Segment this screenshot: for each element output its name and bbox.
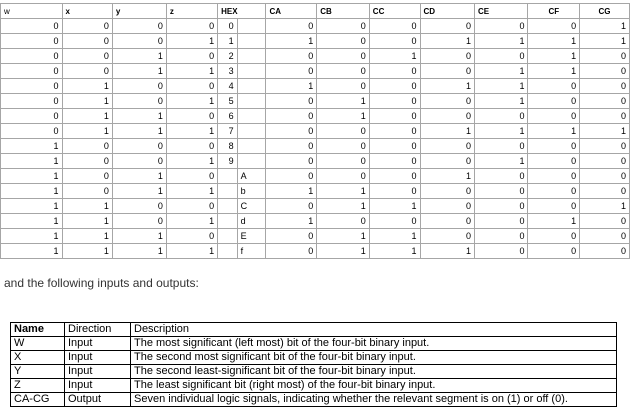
table-cell: 0 bbox=[62, 49, 112, 64]
io-cell-direction: Output bbox=[65, 393, 131, 407]
table-cell: 1 bbox=[474, 79, 528, 94]
table-cell: d bbox=[237, 214, 266, 229]
table-cell: 1 bbox=[62, 94, 112, 109]
table-cell: 1 bbox=[62, 199, 112, 214]
table-cell: 1 bbox=[317, 184, 370, 199]
table-cell: 0 bbox=[266, 64, 317, 79]
table-row bbox=[1, 139, 630, 154]
truth-table-body bbox=[1, 19, 630, 259]
table-cell: E bbox=[237, 229, 266, 244]
table-cell: 9 bbox=[218, 154, 237, 169]
table-cell: 0 bbox=[474, 169, 528, 184]
table-cell: 1 bbox=[112, 64, 166, 79]
table-cell: 0 bbox=[474, 244, 528, 259]
table-cell: 0 bbox=[1, 124, 63, 139]
table-cell: 0 bbox=[528, 184, 580, 199]
io-table-row bbox=[11, 365, 617, 379]
table-cell: 1 bbox=[1, 139, 63, 154]
table-cell: 0 bbox=[1, 49, 63, 64]
table-cell: 0 bbox=[369, 79, 420, 94]
table-cell: 1 bbox=[369, 229, 420, 244]
table-cell bbox=[218, 214, 237, 229]
table-cell: 0 bbox=[369, 214, 420, 229]
table-cell: 0 bbox=[112, 214, 166, 229]
io-table-row bbox=[11, 393, 617, 407]
table-cell: 0 bbox=[317, 79, 370, 94]
table-cell: 0 bbox=[420, 184, 474, 199]
table-cell: 1 bbox=[62, 214, 112, 229]
header-x: x bbox=[62, 4, 112, 19]
table-cell: 0 bbox=[317, 124, 370, 139]
io-table bbox=[10, 322, 617, 407]
table-cell: 0 bbox=[62, 34, 112, 49]
table-cell: 0 bbox=[369, 109, 420, 124]
table-cell: 1 bbox=[62, 79, 112, 94]
table-cell: 0 bbox=[62, 169, 112, 184]
table-cell: 0 bbox=[528, 154, 580, 169]
table-cell: f bbox=[237, 244, 266, 259]
table-cell: 1 bbox=[420, 34, 474, 49]
table-cell: 0 bbox=[166, 199, 217, 214]
table-cell bbox=[237, 79, 266, 94]
table-cell: 1 bbox=[218, 34, 237, 49]
io-cell-description: Seven individual logic signals, indicating whether the relevant segment is on (1) or off (0). bbox=[131, 393, 617, 407]
table-cell: 1 bbox=[474, 124, 528, 139]
table-cell: 1 bbox=[317, 229, 370, 244]
table-row bbox=[1, 79, 630, 94]
table-cell: 0 bbox=[166, 49, 217, 64]
table-cell: 1 bbox=[528, 214, 580, 229]
table-cell bbox=[237, 34, 266, 49]
table-cell: 0 bbox=[266, 139, 317, 154]
table-cell: 1 bbox=[1, 199, 63, 214]
table-cell: 1 bbox=[317, 109, 370, 124]
table-cell: 1 bbox=[266, 79, 317, 94]
table-cell bbox=[237, 109, 266, 124]
io-cell-direction: Input bbox=[65, 365, 131, 379]
table-cell: 0 bbox=[218, 19, 237, 34]
table-cell: 0 bbox=[420, 199, 474, 214]
table-cell: 0 bbox=[62, 154, 112, 169]
table-cell: 2 bbox=[218, 49, 237, 64]
table-cell: 0 bbox=[112, 199, 166, 214]
table-cell: 1 bbox=[528, 64, 580, 79]
table-cell: 0 bbox=[580, 49, 630, 64]
table-cell: 1 bbox=[369, 49, 420, 64]
table-cell: 1 bbox=[317, 199, 370, 214]
header-cf: CF bbox=[528, 4, 580, 19]
header-y: y bbox=[112, 4, 166, 19]
header-w: w bbox=[1, 4, 63, 19]
table-row bbox=[1, 214, 630, 229]
table-cell: 0 bbox=[266, 94, 317, 109]
table-cell: 1 bbox=[62, 244, 112, 259]
table-cell: 0 bbox=[474, 199, 528, 214]
table-row bbox=[1, 199, 630, 214]
table-cell: 0 bbox=[317, 169, 370, 184]
table-cell: 0 bbox=[1, 34, 63, 49]
io-cell-name: CA-CG bbox=[11, 393, 65, 407]
table-cell: 1 bbox=[166, 214, 217, 229]
table-cell: 0 bbox=[266, 229, 317, 244]
table-cell bbox=[237, 64, 266, 79]
table-cell: 0 bbox=[420, 214, 474, 229]
table-cell: 0 bbox=[266, 199, 317, 214]
table-cell: 1 bbox=[266, 214, 317, 229]
table-cell: 0 bbox=[317, 19, 370, 34]
table-cell: 5 bbox=[218, 94, 237, 109]
table-cell: 1 bbox=[369, 244, 420, 259]
table-cell: 0 bbox=[317, 214, 370, 229]
io-table-row bbox=[11, 351, 617, 365]
table-cell: 0 bbox=[580, 244, 630, 259]
header-cb: CB bbox=[317, 4, 370, 19]
table-cell: 0 bbox=[528, 139, 580, 154]
table-cell: 0 bbox=[528, 199, 580, 214]
table-cell: 1 bbox=[474, 94, 528, 109]
table-cell: 0 bbox=[420, 49, 474, 64]
table-cell: C bbox=[237, 199, 266, 214]
table-cell: 1 bbox=[528, 124, 580, 139]
table-row bbox=[1, 109, 630, 124]
table-cell: 0 bbox=[317, 139, 370, 154]
table-cell: 0 bbox=[580, 109, 630, 124]
table-cell: 1 bbox=[112, 244, 166, 259]
io-table-header-row bbox=[11, 323, 617, 337]
table-cell: 0 bbox=[580, 64, 630, 79]
table-cell: 1 bbox=[1, 169, 63, 184]
table-cell bbox=[237, 49, 266, 64]
io-cell-description: The second most significant bit of the four-bit binary input. bbox=[131, 351, 617, 365]
table-cell: 0 bbox=[528, 79, 580, 94]
table-cell bbox=[218, 184, 237, 199]
table-cell: 1 bbox=[1, 214, 63, 229]
table-cell: 1 bbox=[474, 64, 528, 79]
header-cc: CC bbox=[369, 4, 420, 19]
table-cell: 0 bbox=[112, 154, 166, 169]
table-cell: 0 bbox=[166, 79, 217, 94]
table-cell: 0 bbox=[420, 94, 474, 109]
io-cell-direction: Input bbox=[65, 337, 131, 351]
header-z: z bbox=[166, 4, 217, 19]
table-cell: 0 bbox=[369, 139, 420, 154]
io-cell-direction: Input bbox=[65, 379, 131, 393]
table-cell: 0 bbox=[528, 19, 580, 34]
table-cell: 1 bbox=[528, 49, 580, 64]
table-cell: 1 bbox=[580, 124, 630, 139]
table-cell: 1 bbox=[1, 184, 63, 199]
table-cell: 0 bbox=[580, 94, 630, 109]
table-cell: 7 bbox=[218, 124, 237, 139]
table-cell: 1 bbox=[420, 244, 474, 259]
table-cell: 0 bbox=[528, 94, 580, 109]
table-row bbox=[1, 244, 630, 259]
table-row bbox=[1, 94, 630, 109]
table-cell bbox=[237, 19, 266, 34]
table-cell: 0 bbox=[62, 184, 112, 199]
table-cell: 0 bbox=[166, 229, 217, 244]
table-row bbox=[1, 154, 630, 169]
table-cell: 1 bbox=[474, 154, 528, 169]
io-cell-name: W bbox=[11, 337, 65, 351]
table-cell: 1 bbox=[420, 79, 474, 94]
io-cell-name: X bbox=[11, 351, 65, 365]
table-cell: b bbox=[237, 184, 266, 199]
table-cell: 1 bbox=[112, 184, 166, 199]
table-row bbox=[1, 19, 630, 34]
table-cell: 0 bbox=[62, 139, 112, 154]
header-cd: CD bbox=[420, 4, 474, 19]
table-cell: 0 bbox=[369, 19, 420, 34]
table-cell: 1 bbox=[474, 34, 528, 49]
table-cell: 0 bbox=[266, 19, 317, 34]
io-cell-description: The second least-significant bit of the four-bit binary input. bbox=[131, 365, 617, 379]
header-ca: CA bbox=[266, 4, 317, 19]
table-cell: 0 bbox=[112, 94, 166, 109]
table-cell: 1 bbox=[62, 109, 112, 124]
table-cell bbox=[237, 124, 266, 139]
table-cell: 1 bbox=[580, 34, 630, 49]
table-cell: 1 bbox=[1, 229, 63, 244]
table-cell: 0 bbox=[317, 49, 370, 64]
table-cell: 1 bbox=[166, 124, 217, 139]
table-cell: 1 bbox=[112, 124, 166, 139]
table-cell: 0 bbox=[420, 109, 474, 124]
table-cell bbox=[218, 229, 237, 244]
table-cell: 0 bbox=[266, 244, 317, 259]
io-cell-description: The most significant (left most) bit of the four-bit binary input. bbox=[131, 337, 617, 351]
table-cell: 1 bbox=[266, 184, 317, 199]
table-row bbox=[1, 49, 630, 64]
io-header-description: Description bbox=[131, 323, 617, 337]
table-cell: 1 bbox=[166, 64, 217, 79]
table-cell: 0 bbox=[62, 19, 112, 34]
table-cell bbox=[218, 169, 237, 184]
table-cell: 1 bbox=[580, 199, 630, 214]
table-cell: 0 bbox=[369, 169, 420, 184]
table-cell: 1 bbox=[420, 169, 474, 184]
table-cell: 0 bbox=[474, 19, 528, 34]
table-row bbox=[1, 184, 630, 199]
table-cell: 1 bbox=[369, 199, 420, 214]
table-cell: 0 bbox=[580, 214, 630, 229]
io-header-direction: Direction bbox=[65, 323, 131, 337]
table-row bbox=[1, 34, 630, 49]
table-cell: 0 bbox=[112, 79, 166, 94]
table-cell: 0 bbox=[1, 79, 63, 94]
table-cell bbox=[218, 244, 237, 259]
table-cell: 0 bbox=[474, 184, 528, 199]
io-header-name: Name bbox=[11, 323, 65, 337]
table-cell: 1 bbox=[420, 124, 474, 139]
table-cell: 0 bbox=[474, 214, 528, 229]
table-cell: 0 bbox=[580, 229, 630, 244]
table-cell: 0 bbox=[369, 94, 420, 109]
table-cell: 0 bbox=[528, 244, 580, 259]
table-cell: 0 bbox=[420, 64, 474, 79]
header-cg: CG bbox=[580, 4, 630, 19]
table-cell: 0 bbox=[166, 139, 217, 154]
io-cell-name: Y bbox=[11, 365, 65, 379]
table-row bbox=[1, 229, 630, 244]
table-cell: 0 bbox=[266, 154, 317, 169]
table-cell: 1 bbox=[112, 109, 166, 124]
table-cell: 0 bbox=[369, 154, 420, 169]
table-cell: 8 bbox=[218, 139, 237, 154]
table-cell: 1 bbox=[317, 94, 370, 109]
table-cell: 0 bbox=[317, 64, 370, 79]
table-cell: 0 bbox=[474, 139, 528, 154]
table-cell: 3 bbox=[218, 64, 237, 79]
table-cell: 1 bbox=[62, 229, 112, 244]
table-cell: 0 bbox=[474, 49, 528, 64]
table-cell: 0 bbox=[266, 49, 317, 64]
table-cell: 0 bbox=[112, 19, 166, 34]
table-cell: 4 bbox=[218, 79, 237, 94]
table-cell: 0 bbox=[112, 139, 166, 154]
header-ce: CE bbox=[474, 4, 528, 19]
table-cell: 0 bbox=[166, 19, 217, 34]
table-cell: 0 bbox=[112, 34, 166, 49]
table-cell: 0 bbox=[1, 19, 63, 34]
table-cell: 0 bbox=[1, 64, 63, 79]
table-cell: 1 bbox=[1, 154, 63, 169]
io-cell-direction: Input bbox=[65, 351, 131, 365]
table-row bbox=[1, 124, 630, 139]
table-cell: 1 bbox=[528, 34, 580, 49]
table-cell: 0 bbox=[580, 139, 630, 154]
table-cell: 0 bbox=[580, 154, 630, 169]
table-cell: 0 bbox=[420, 154, 474, 169]
table-cell bbox=[237, 154, 266, 169]
table-cell: A bbox=[237, 169, 266, 184]
table-cell bbox=[218, 199, 237, 214]
table-cell: 0 bbox=[369, 34, 420, 49]
table-cell: 0 bbox=[580, 169, 630, 184]
table-cell: 0 bbox=[62, 64, 112, 79]
table-cell: 0 bbox=[369, 124, 420, 139]
table-cell: 1 bbox=[317, 244, 370, 259]
truth-table bbox=[0, 3, 630, 259]
table-cell: 0 bbox=[1, 94, 63, 109]
table-cell: 1 bbox=[112, 169, 166, 184]
table-cell: 0 bbox=[580, 184, 630, 199]
table-cell: 1 bbox=[166, 184, 217, 199]
table-cell: 0 bbox=[1, 109, 63, 124]
table-cell bbox=[237, 139, 266, 154]
table-cell: 0 bbox=[369, 184, 420, 199]
truth-table-header-row bbox=[1, 4, 630, 19]
table-cell: 0 bbox=[580, 79, 630, 94]
table-cell: 1 bbox=[112, 229, 166, 244]
table-cell: 0 bbox=[420, 139, 474, 154]
table-cell: 0 bbox=[420, 19, 474, 34]
table-cell: 1 bbox=[166, 244, 217, 259]
io-table-row bbox=[11, 379, 617, 393]
table-cell: 0 bbox=[266, 109, 317, 124]
io-cell-description: The least significant bit (right most) of the four-bit binary input. bbox=[131, 379, 617, 393]
table-cell: 0 bbox=[166, 109, 217, 124]
table-cell: 0 bbox=[474, 229, 528, 244]
table-cell: 0 bbox=[420, 229, 474, 244]
table-cell: 0 bbox=[317, 34, 370, 49]
table-cell: 0 bbox=[266, 169, 317, 184]
table-cell: 1 bbox=[112, 49, 166, 64]
table-cell: 0 bbox=[266, 124, 317, 139]
table-cell: 0 bbox=[166, 169, 217, 184]
table-row bbox=[1, 64, 630, 79]
table-cell: 1 bbox=[166, 94, 217, 109]
header-hex: HEX bbox=[218, 4, 266, 19]
table-cell bbox=[237, 94, 266, 109]
io-cell-name: Z bbox=[11, 379, 65, 393]
table-cell: 1 bbox=[166, 154, 217, 169]
table-cell: 0 bbox=[528, 169, 580, 184]
table-cell: 0 bbox=[474, 109, 528, 124]
table-cell: 0 bbox=[528, 109, 580, 124]
table-cell: 0 bbox=[528, 229, 580, 244]
table-cell: 1 bbox=[266, 34, 317, 49]
table-row bbox=[1, 169, 630, 184]
table-cell: 0 bbox=[369, 64, 420, 79]
table-cell: 1 bbox=[166, 34, 217, 49]
io-table-row bbox=[11, 337, 617, 351]
table-cell: 1 bbox=[580, 19, 630, 34]
table-cell: 1 bbox=[1, 244, 63, 259]
table-cell: 1 bbox=[62, 124, 112, 139]
caption-text: and the following inputs and outputs: bbox=[4, 276, 199, 290]
table-cell: 6 bbox=[218, 109, 237, 124]
io-table-body bbox=[11, 337, 617, 407]
table-cell: 0 bbox=[317, 154, 370, 169]
